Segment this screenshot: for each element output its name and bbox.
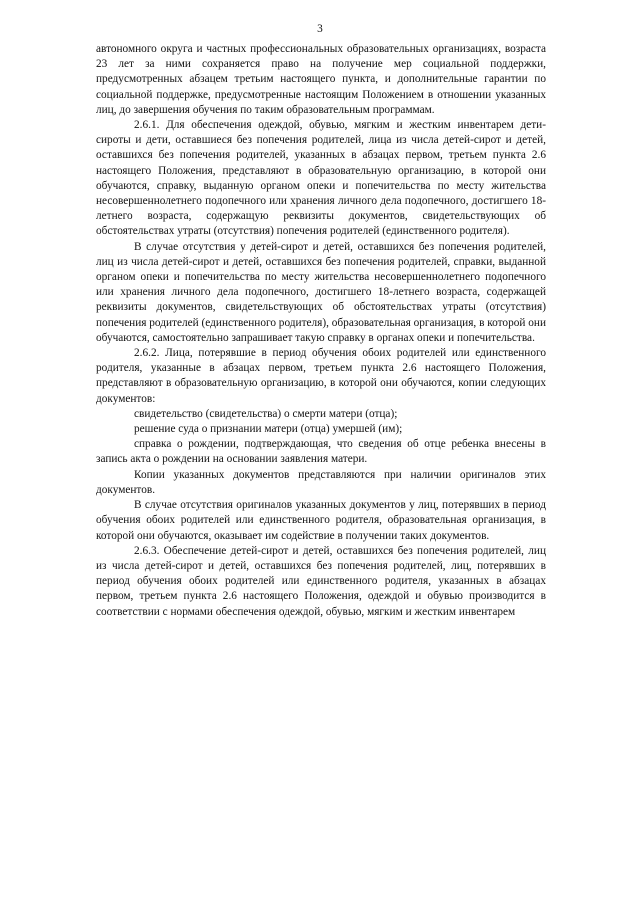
list-item-court-decision: решение суда о признании матери (отца) умершей (им); bbox=[134, 423, 403, 436]
paragraph-2-6-2: 2.6.2. Лица, потерявшие в период обучения обоих родителей или единственного родителя, указанные в абзацах первом, третьем пункта 2.6 настоящего Положения, представляют в образовательную организацию, в которой они обучаются, копии следующих документов: bbox=[96, 347, 546, 405]
paragraph-2-6-1: 2.6.1. Для обеспечения одеждой, обувью, мягким и жестким инвентарем дети-сироты и дети, оставшиеся без попечения родителей, лица из числа детей-сирот и детей, оставшихся без попечения родителей, указанных в абзацах первом, третьем пункта 2.6 настоящего Положения, представляют в образовательную организацию, в которой они обучаются, справку, выданную органом опеки и попечительства по месту жительства несовершеннолетнего подопечного или хранения личного дела подопечного, достигшего 18-летнего возраста, содержащую реквизиты документов, свидетельствующих об обстоятельствах утраты (отсутствия) попечения родителей (единственного родителя). bbox=[96, 119, 546, 238]
document-body bbox=[96, 42, 546, 620]
paragraph-continuation: автономного округа и частных профессиональных образовательных организациях, возраста 23 лет за ними сохраняется право на получение мер социальной поддержки, предусмотренных абзацем третьим настоящего пункта, и дополнительные гарантии по социальной поддержке, предусмотренные настоящим Положением в отношении указанных лиц, до завершения обучения по таким образовательным программам. bbox=[96, 43, 546, 116]
list-item-death-certificate: свидетельство (свидетельства) о смерти матери (отца); bbox=[134, 407, 398, 420]
paragraph-2-6-3: 2.6.3. Обеспечение детей-сирот и детей, оставшихся без попечения родителей, лиц из числа детей-сирот и детей, оставшихся без попечения родителей, лиц, потерявших в период обучения обоих родителей или единственного родителя, указанных в абзацах первом, третьем пункта 2.6 настоящего Положения, одеждой и обувью производится в соответствии с нормами обеспечения одеждой, обувью, мягким и жестким инвентарем bbox=[96, 544, 546, 618]
page-number: 3 bbox=[317, 23, 323, 35]
paragraph-no-originals: В случае отсутствия оригиналов указанных документов у лиц, потерявших в период обучения обоих родителей или единственного родителя, образовательная организация, в которой они обучаются, оказывает им содействие в получении таких документов. bbox=[96, 499, 546, 542]
paragraph-copies: Копии указанных документов представляются при наличии оригиналов этих документов. bbox=[96, 468, 546, 496]
list-item-birth-certificate: справка о рождении, подтверждающая, что сведения об отце ребенка внесены в запись акта о рождении на основании заявления матери. bbox=[96, 438, 546, 466]
paragraph-no-certificate: В случае отсутствия у детей-сирот и детей, оставшихся без попечения родителей, лиц из числа детей-сирот и детей, оставшихся без попечения родителей, справки, выданной органом опеки и попечительства по месту жительства несовершеннолетнего подопечного или хранения личного дела подопечного, достигшего 18-летнего возраста, содержащей реквизиты документов, свидетельствующих об обстоятельствах утраты (отсутствия) попечения родителей (единственного родителя), образовательная организация, в которой они обучаются, самостоятельно запрашивает такую справку в органах опеки и попечительства. bbox=[96, 240, 546, 344]
